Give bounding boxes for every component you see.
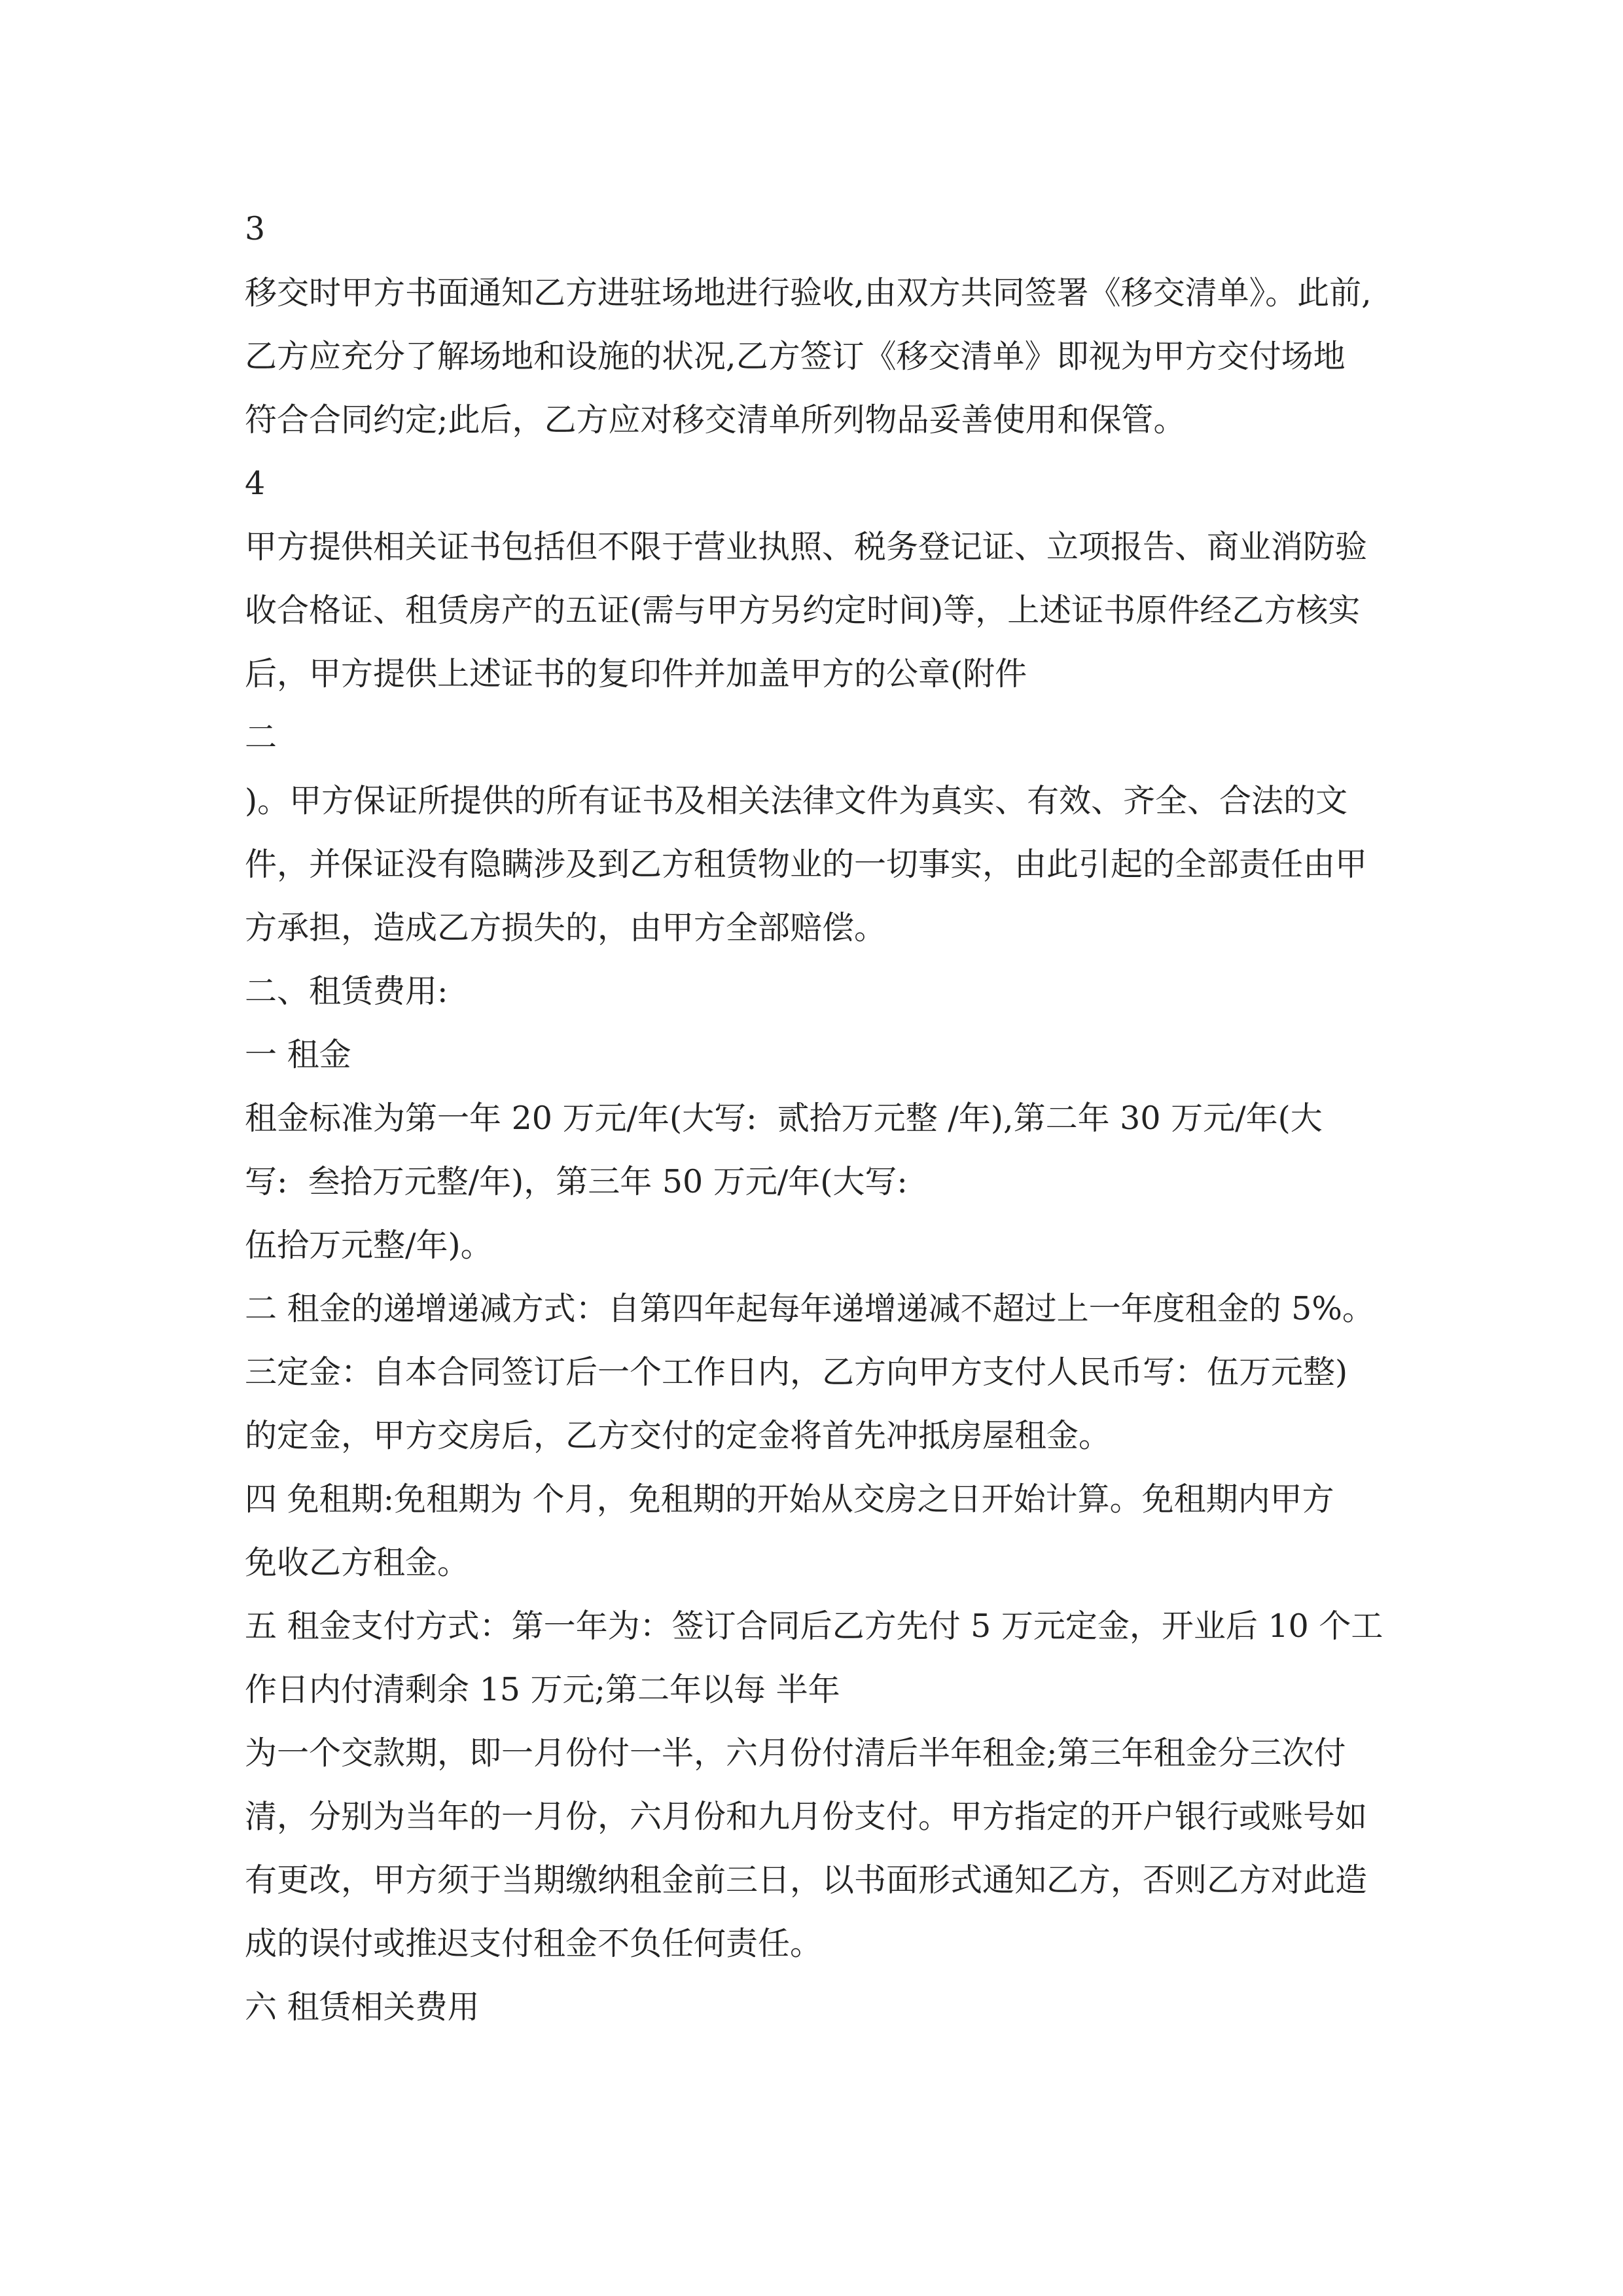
paragraph-line: 四 免租期:免租期为 个月，免租期的开始从交房之日开始计算。免租期内甲方 xyxy=(245,1480,1334,1518)
paragraph-line: 成的误付或推迟支付租金不负任何责任。 xyxy=(245,1925,823,1962)
paragraph-line: 移交时甲方书面通知乙方进驻场地进行验收,由双方共同签署《移交清单》。此前, xyxy=(245,274,1372,312)
clause-number-4: 4 xyxy=(245,465,266,502)
paragraph-line: 方承担，造成乙方损失的，由甲方全部赔偿。 xyxy=(245,909,887,946)
paragraph-line: 二 xyxy=(245,719,277,756)
paragraph-line: 伍拾万元整/年)。 xyxy=(245,1227,493,1264)
paragraph-line: 租金标准为第一年 20 万元/年(大写: 贰拾万元整 /年),第二年 30 万元/年(大 xyxy=(245,1100,1323,1137)
paragraph-line: 为一个交款期，即一月份付一半，六月份付清后半年租金;第三年租金分三次付 xyxy=(245,1734,1346,1772)
paragraph-line: 符合合同约定;此后，乙方应对移交清单所列物品妥善使用和保管。 xyxy=(245,401,1186,439)
paragraph-line: 的定金，甲方交房后，乙方交付的定金将首先冲抵房屋租金。 xyxy=(245,1417,1111,1454)
paragraph-line: )。甲方保证所提供的所有证书及相关法律文件为真实、有效、齐全、合法的文 xyxy=(245,782,1348,819)
subsection-heading: 六 租赁相关费用 xyxy=(245,1988,480,2026)
clause-number-3: 3 xyxy=(245,210,266,247)
paragraph-line: 免收乙方租金。 xyxy=(245,1544,470,1581)
paragraph-line: 写: 叁拾万元整/年)，第三年 50 万元/年(大写: xyxy=(245,1163,908,1200)
paragraph-line: 收合格证、租赁房产的五证(需与甲方另约定时间)等，上述证书原件经乙方核实 xyxy=(245,592,1361,629)
paragraph-line: 后，甲方提供上述证书的复印件并加盖甲方的公章(附件 xyxy=(245,655,1027,692)
paragraph-line: 二 租金的递增递减方式：自第四年起每年递增递减不超过上一年度租金的 5%。 xyxy=(245,1290,1374,1327)
subsection-heading: 一 租金 xyxy=(245,1036,351,1073)
paragraph-line: 三定金：自本合同签订后一个工作日内，乙方向甲方支付人民币写：伍万元整) xyxy=(245,1354,1348,1391)
section-heading: 二、租赁费用: xyxy=(245,973,448,1010)
paragraph-line: 清，分别为当年的一月份，六月份和九月份支付。甲方指定的开户银行或账号如 xyxy=(245,1798,1368,1835)
paragraph-line: 件，并保证没有隐瞒涉及到乙方租赁物业的一切事实，由此引起的全部责任由甲 xyxy=(245,846,1368,883)
paragraph-line: 甲方提供相关证书包括但不限于营业执照、税务登记证、立项报告、商业消防验 xyxy=(245,528,1368,565)
paragraph-line: 有更改，甲方须于当期缴纳租金前三日，以书面形式通知乙方，否则乙方对此造 xyxy=(245,1861,1368,1899)
paragraph-line: 作日内付清剩余 15 万元;第二年以每 半年 xyxy=(245,1671,840,1708)
paragraph-line: 五 租金支付方式：第一年为：签订合同后乙方先付 5 万元定金，开业后 10 个工 xyxy=(245,1607,1383,1645)
paragraph-line: 乙方应充分了解场地和设施的状况,乙方签订《移交清单》即视为甲方交付场地 xyxy=(245,338,1346,375)
